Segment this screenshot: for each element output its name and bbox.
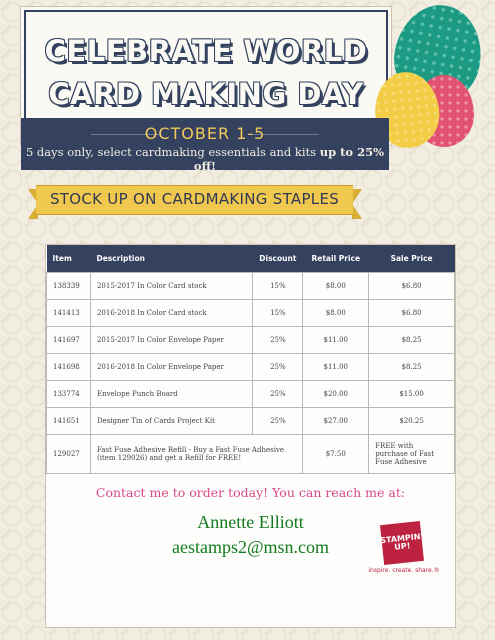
item-discount: 15% xyxy=(253,273,303,300)
date-band xyxy=(21,118,389,173)
promo-discount-text: up to 25% off! xyxy=(193,145,385,173)
item-retail-price: $11.00 xyxy=(303,354,369,381)
item-description: 2016-2018 In Color Card stock xyxy=(90,300,252,327)
item-sale-price: $8.25 xyxy=(369,327,455,354)
ribbon-text: STOCK UP ON CARDMAKING STAPLES xyxy=(49,190,340,208)
item-number: 133774 xyxy=(47,381,91,408)
item-sale-price: $6.80 xyxy=(369,300,455,327)
item-retail-price: $8.00 xyxy=(303,300,369,327)
event-dates: OCTOBER 1-5 xyxy=(144,124,266,143)
item-sale-price: FREE with purchase of Fast Fuse Adhesive xyxy=(369,435,455,474)
item-description: Fast Fuse Adhesive Refill - Buy a Fast Fuse Adhesive (item 129026) and get a Refill for FREE! xyxy=(90,435,302,474)
section-ribbon xyxy=(36,185,353,215)
item-discount: 25% xyxy=(253,381,303,408)
item-sale-price: $15.00 xyxy=(369,381,455,408)
logo-tagline: inspire. create. share.® xyxy=(368,567,440,574)
item-number: 141698 xyxy=(47,354,91,381)
item-discount: 25% xyxy=(253,354,303,381)
table-row xyxy=(47,354,455,381)
item-retail-price: $27.00 xyxy=(303,408,369,435)
item-description: 2015-2017 In Color Envelope Paper xyxy=(90,327,252,354)
logo-mark: STAMPIN' UP! xyxy=(380,521,424,565)
item-number: 141697 xyxy=(47,327,91,354)
column-header: Retail Price xyxy=(303,245,369,273)
item-discount: 15% xyxy=(253,300,303,327)
item-retail-price: $11.00 xyxy=(303,327,369,354)
title-line-1: CELEBRATE WORLD xyxy=(44,34,368,68)
product-table xyxy=(46,245,455,474)
item-retail-price: $8.00 xyxy=(303,273,369,300)
item-number: 141413 xyxy=(47,300,91,327)
column-header: Sale Price xyxy=(369,245,455,273)
item-description: Envelope Punch Board xyxy=(90,381,252,408)
table-row xyxy=(47,300,455,327)
column-header: Description xyxy=(90,245,252,273)
item-discount: 25% xyxy=(253,408,303,435)
item-discount: 25% xyxy=(253,327,303,354)
item-number: 141651 xyxy=(47,408,91,435)
table-row xyxy=(47,435,455,474)
item-number: 129027 xyxy=(47,435,91,474)
column-header: Discount xyxy=(253,245,303,273)
contact-email: aestamps2@msn.com xyxy=(171,537,330,557)
item-description: 2015-2017 In Color Card stock xyxy=(90,273,252,300)
promo-subline xyxy=(21,145,389,173)
item-sale-price: $20.25 xyxy=(369,408,455,435)
contact-name: Annette Elliott xyxy=(197,512,304,532)
table-row xyxy=(47,408,455,435)
table-header-row xyxy=(47,245,455,273)
ribbon-tail-right xyxy=(352,189,362,219)
promo-subline-text: 5 days only, select cardmaking essentials and kits xyxy=(25,145,320,159)
item-retail-price: $20.00 xyxy=(303,381,369,408)
item-description: 2016-2018 In Color Envelope Paper xyxy=(90,354,252,381)
table-row xyxy=(47,381,455,408)
table-row xyxy=(47,273,455,300)
item-sale-price: $8.25 xyxy=(369,354,455,381)
item-number: 138339 xyxy=(47,273,91,300)
contact-prompt: Contact me to order today! You can reach me at: xyxy=(95,485,406,500)
item-sale-price: $6.80 xyxy=(369,273,455,300)
table-row xyxy=(47,327,455,354)
column-header: Item xyxy=(47,245,91,273)
item-description: Designer Tin of Cards Project Kit xyxy=(90,408,252,435)
brand-logo xyxy=(368,523,440,591)
title-line-2: CARD MAKING DAY xyxy=(48,77,364,111)
order-card xyxy=(45,244,456,628)
item-retail-price: $7.50 xyxy=(303,435,369,474)
